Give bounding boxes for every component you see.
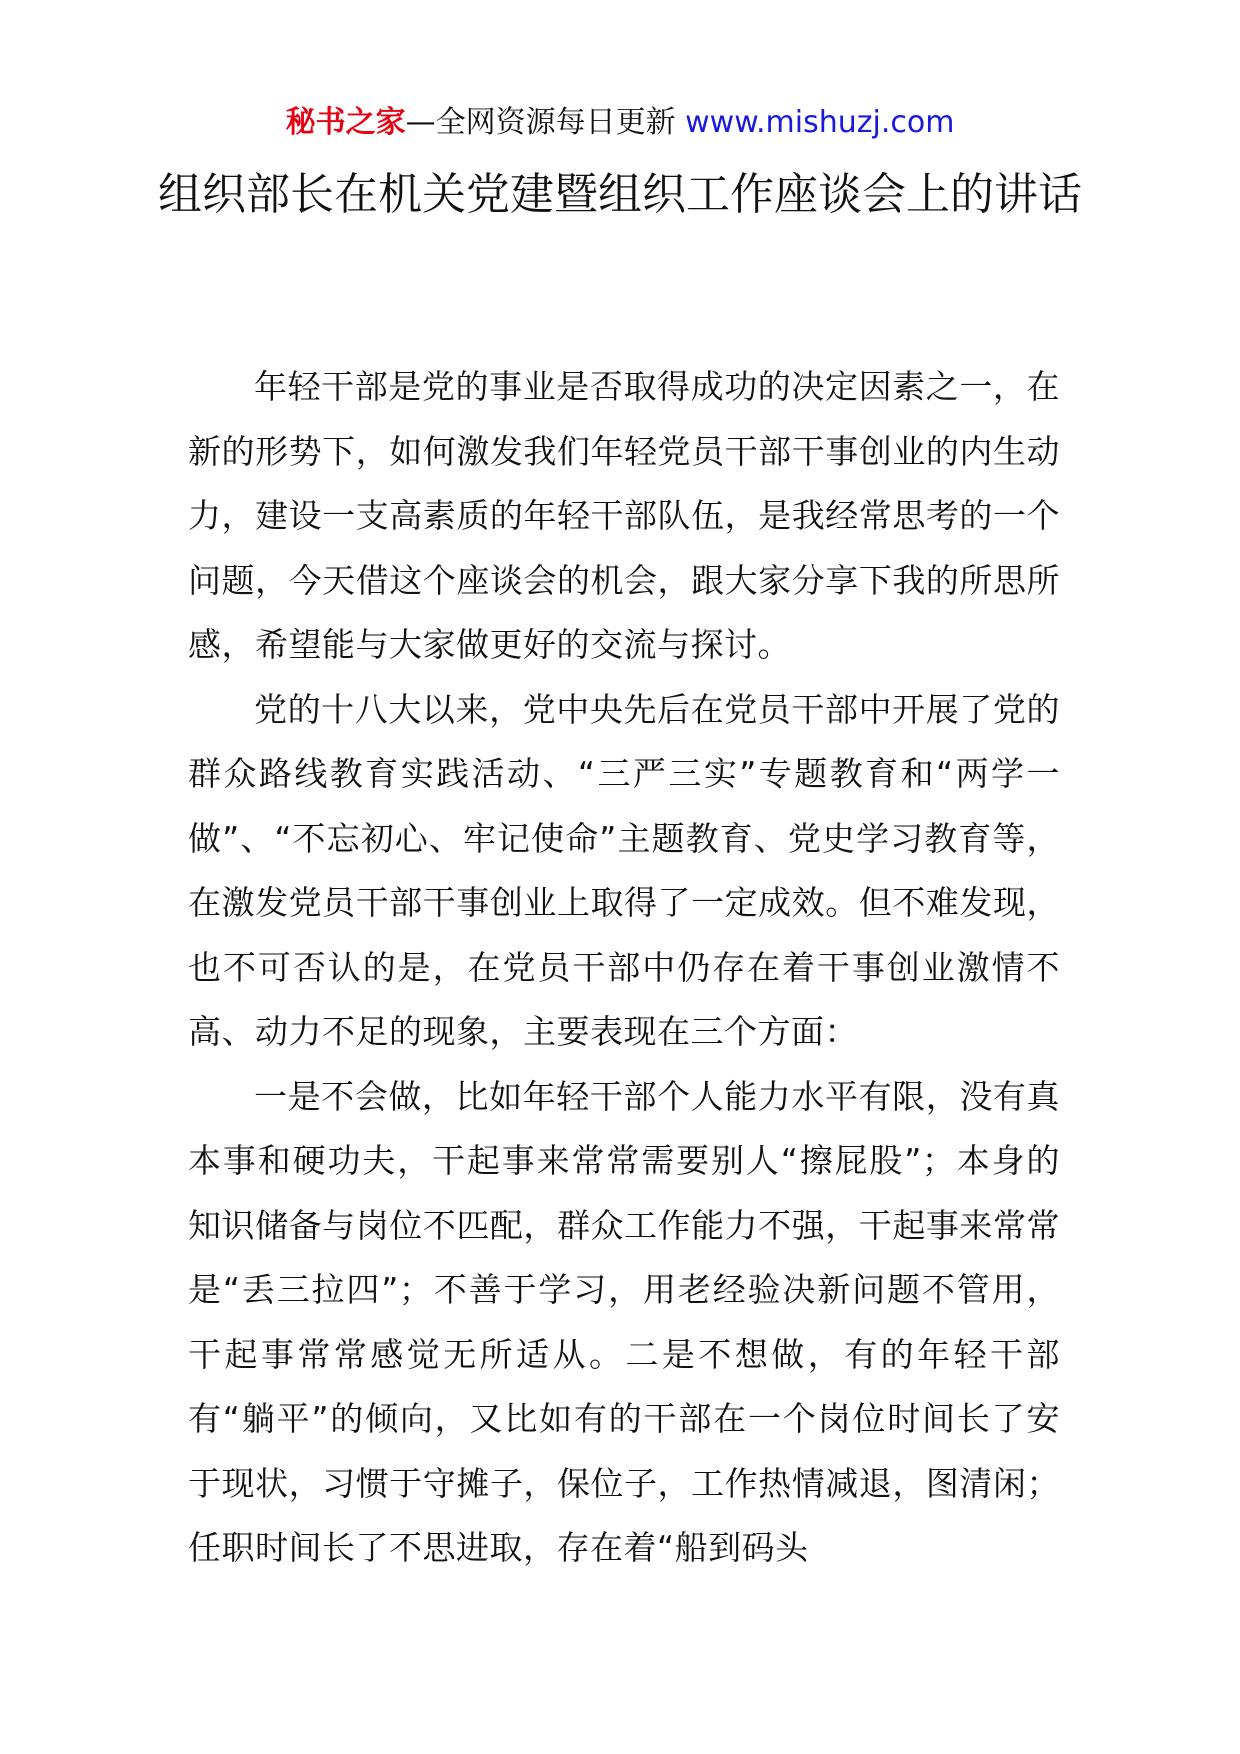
site-brand-name: 秘书之家 xyxy=(285,105,406,140)
body-paragraph: 年轻干部是党的事业是否取得成功的决定因素之一，在新的形势下，如何激发我们年轻党员干部干事创业的内生动力，建设一支高素质的年轻干部队伍，是我经常思考的一个问题，今天借这个座谈会的机会，跟大家分享下我的所思所感，希望能与大家做更好的交流与探讨。 xyxy=(188,367,1060,664)
document-title: 组织部长在机关党建暨组织工作座谈会上的讲话 xyxy=(158,169,1082,220)
body-paragraph: 党的十八大以来，党中央先后在党员干部中开展了党的群众路线教育实践活动、“三严三实”专题教育和“两学一做”、“不忘初心、牢记使命”主题教育、党史学习教育等，在激发党员干部干事创业上取得了一定成效。但不难发现，也不可否认的是，在党员干部中仍存在着干事创业激情不高、动力不足的现象，主要表现在三个方面： xyxy=(188,689,1060,1051)
document-body xyxy=(188,355,1060,1581)
body-paragraph: 一是不会做，比如年轻干部个人能力水平有限，没有真本事和硬功夫，干起事来常常需要别人“擦屁股”；本身的知识储备与岗位不匹配，群众工作能力不强，干起事来常常是“丢三拉四”；不善于学习，用老经验决新问题不管用，干起事常常感觉无所适从。二是不想做，有的年轻干部有“躺平”的倾向，又比如有的干部在一个岗位时间长了安于现状，习惯于守摊子，保位子，工作热情减退，图清闲；任职时间长了不思进取，存在着“船到码头 xyxy=(188,1076,1060,1567)
site-tagline: —全网资源每日更新 xyxy=(405,105,686,140)
site-banner xyxy=(0,100,1240,146)
site-url-link[interactable]: www.mishuzj.com xyxy=(685,105,955,140)
